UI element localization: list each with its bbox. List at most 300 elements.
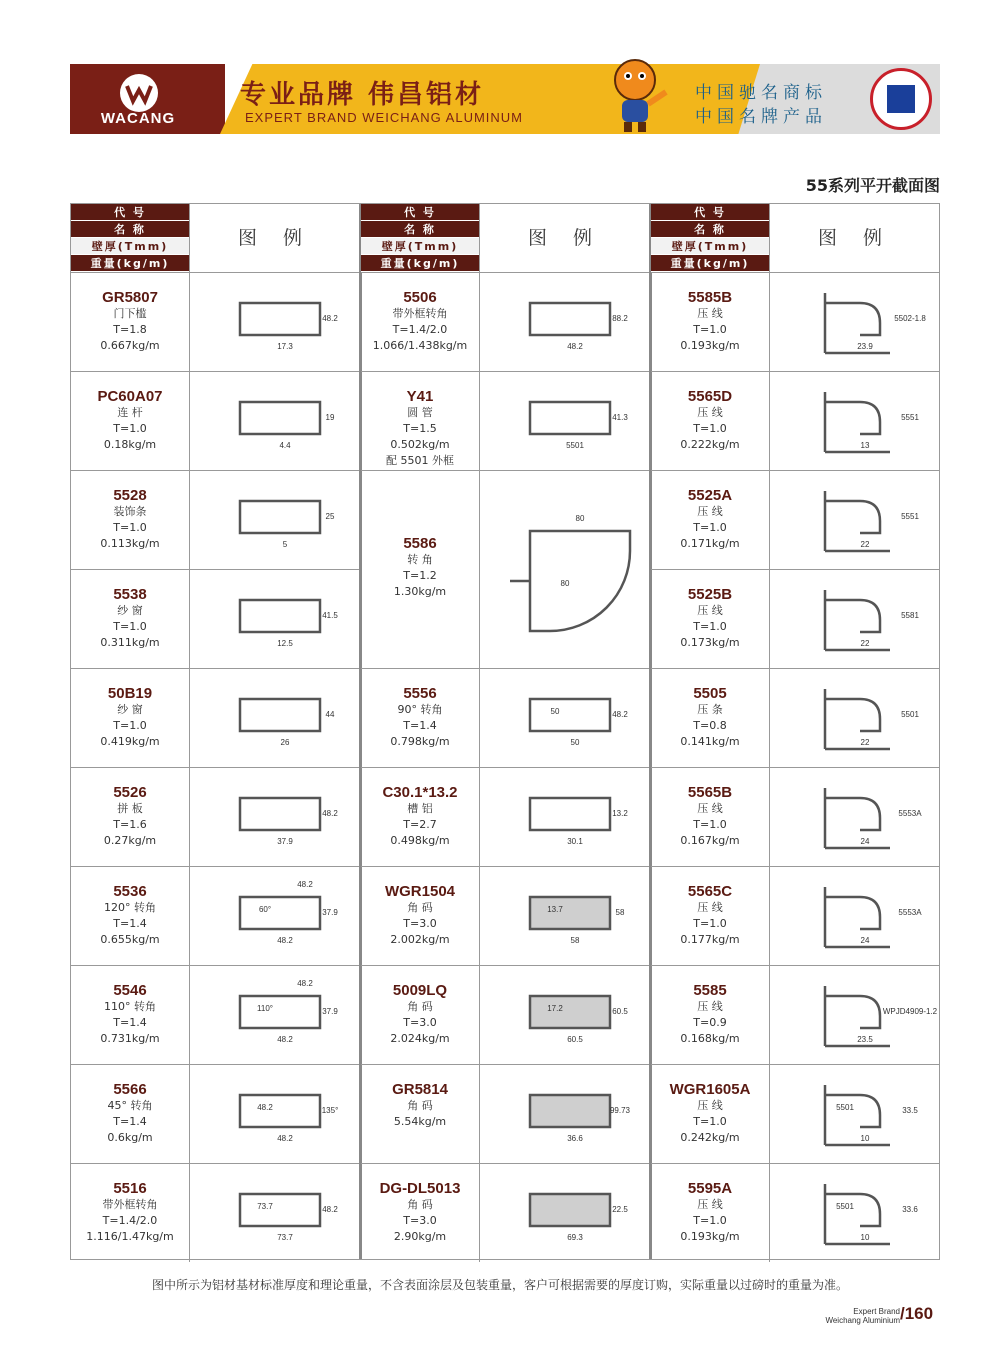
section-outline <box>825 491 890 551</box>
dimension-label: 22 <box>860 738 870 747</box>
profile-name: 角 码 <box>407 901 433 914</box>
dimension-label: 69.3 <box>567 1233 583 1242</box>
section-drawing-icon <box>770 768 940 866</box>
profile-info <box>361 273 479 371</box>
dimension-label: 73.7 <box>257 1202 273 1211</box>
profile-drawing <box>769 471 940 569</box>
profile-code: C30.1*13.2 <box>382 784 458 801</box>
header-code: 代 号 <box>71 204 189 221</box>
dimension-label: 5501 <box>836 1103 854 1112</box>
page-brand-line: Weichang Aluminium <box>825 1316 900 1325</box>
table-row <box>361 965 649 1064</box>
profile-code: 5526 <box>113 784 147 801</box>
table-row <box>651 569 939 668</box>
profile-weight: 0.193kg/m <box>680 339 740 352</box>
table-row <box>71 371 359 470</box>
profile-drawing <box>189 1164 360 1262</box>
profile-weight: 0.731kg/m <box>100 1032 160 1045</box>
profile-drawing <box>479 669 650 767</box>
dimension-label: 37.9 <box>322 1007 338 1016</box>
profile-drawing <box>769 372 940 470</box>
section-outline <box>825 887 890 947</box>
section-outline <box>240 798 320 830</box>
dimension-label: 17.3 <box>277 342 293 351</box>
section-outline <box>530 303 610 335</box>
section-outline <box>530 996 610 1028</box>
section-outline <box>825 1085 890 1145</box>
profile-drawing <box>479 1164 650 1262</box>
profile-code: 5586 <box>403 535 437 552</box>
dimension-label: 48.2 <box>322 1205 338 1214</box>
profile-info <box>651 273 769 371</box>
table-row <box>71 866 359 965</box>
profile-code: DG-DL5013 <box>379 1180 461 1197</box>
profile-weight: 0.667kg/m <box>100 339 160 352</box>
dimension-label: 48.2 <box>567 342 583 351</box>
dimension-label: 5581 <box>901 611 919 620</box>
page-number: /160 <box>900 1304 934 1323</box>
profile-weight: 0.502kg/m <box>390 438 450 451</box>
header-weight: 重量(kg/m) <box>71 255 189 272</box>
dimension-label: 58 <box>615 908 625 917</box>
dimension-label: 33.6 <box>902 1205 918 1214</box>
profile-info <box>361 1065 479 1163</box>
section-outline <box>240 699 320 731</box>
section-outline <box>240 600 320 632</box>
table-row <box>651 866 939 965</box>
dimension-label: 23.5 <box>857 1035 873 1044</box>
dimension-label: 37.9 <box>322 908 338 917</box>
profile-name: 压 线 <box>697 1000 723 1013</box>
profile-thickness: T=1.8 <box>113 323 147 336</box>
profile-weight: 0.193kg/m <box>680 1230 740 1243</box>
section-outline <box>530 1194 610 1226</box>
profile-thickness: T=1.0 <box>693 323 727 336</box>
profile-name: 110° 转角 <box>104 1000 156 1013</box>
page-brand-line: Expert Brand <box>853 1307 900 1316</box>
profile-weight: 0.141kg/m <box>680 735 740 748</box>
profile-thickness: T=1.0 <box>693 521 727 534</box>
dimension-label: 99.73 <box>609 1106 631 1115</box>
dimension-label: 22 <box>860 540 870 549</box>
section-outline <box>240 1194 320 1226</box>
section-drawing-icon <box>770 570 940 668</box>
profile-info <box>361 1164 479 1262</box>
logo-text: WACANG <box>100 110 176 127</box>
profile-weight: 0.171kg/m <box>680 537 740 550</box>
profile-thickness: T=1.0 <box>693 818 727 831</box>
profile-code: 5566 <box>113 1081 147 1098</box>
profile-weight: 0.168kg/m <box>680 1032 740 1045</box>
dimension-label: 5502-1.8 <box>894 314 926 323</box>
table-row <box>361 371 649 470</box>
section-outline <box>825 590 890 650</box>
profile-name: 压 线 <box>697 604 723 617</box>
profile-weight: 1.30kg/m <box>393 585 447 598</box>
dimension-label: 25 <box>325 512 335 521</box>
profile-info <box>71 372 189 470</box>
footnote: 图中所示为铝材基材标准厚度和理论重量，不含表面涂层及包装重量，客户可根据需要的厚度订购，实际重量以过磅时的重量为准。 <box>151 1278 848 1292</box>
dimension-label: 5501 <box>566 441 584 450</box>
section-outline <box>530 798 610 830</box>
dimension-label: 48.2 <box>277 1134 293 1143</box>
dimension-label: 48.2 <box>297 880 313 889</box>
table-row <box>361 668 649 767</box>
dimension-label: 23.9 <box>857 342 873 351</box>
profile-name: 带外框转角 <box>102 1198 158 1211</box>
profile-info <box>71 966 189 1064</box>
profile-info <box>651 372 769 470</box>
table-row <box>651 1064 939 1163</box>
section-drawing-icon <box>770 867 940 965</box>
profile-code: 5505 <box>693 685 727 702</box>
profile-weight: 2.002kg/m <box>390 933 450 946</box>
profile-info <box>651 867 769 965</box>
profile-name: 压 条 <box>697 703 723 716</box>
profile-name: 压 线 <box>697 901 723 914</box>
profile-name: 120° 转角 <box>104 901 156 914</box>
table-row <box>651 1163 939 1262</box>
profile-info <box>651 1065 769 1163</box>
profile-code: 5546 <box>113 982 147 999</box>
profile-thickness: T=1.2 <box>403 569 437 582</box>
profile-drawing <box>479 768 650 866</box>
page-title: 55系列平开截面图 <box>805 176 940 195</box>
profile-thickness: T=1.4 <box>113 1016 147 1029</box>
profile-thickness: T=1.0 <box>113 719 147 732</box>
profile-name: 纱 窗 <box>117 703 143 716</box>
profile-note: 配 5501 外框 <box>386 454 454 467</box>
profile-info <box>71 273 189 371</box>
table-row <box>651 470 939 569</box>
section-drawing-icon <box>770 1065 940 1163</box>
profile-code: GR5814 <box>392 1081 448 1098</box>
dimension-label: 5551 <box>901 413 919 422</box>
dimension-label: 48.2 <box>322 809 338 818</box>
table-row <box>71 272 359 371</box>
profile-name: 转 角 <box>407 553 433 566</box>
profile-info <box>651 768 769 866</box>
profile-info <box>651 471 769 569</box>
profile-weight: 0.311kg/m <box>100 636 160 649</box>
profile-thickness: T=1.0 <box>113 620 147 633</box>
profile-table <box>70 203 940 1260</box>
dimension-label: 5553A <box>898 809 922 818</box>
profile-drawing <box>769 273 940 371</box>
dimension-label: 5501 <box>901 710 919 719</box>
profile-code: 5538 <box>113 586 147 603</box>
table-row <box>71 470 359 569</box>
header-thickness: 壁厚(Tmm) <box>361 238 479 255</box>
dimension-label: 88.2 <box>612 314 628 323</box>
profile-weight: 0.242kg/m <box>680 1131 740 1144</box>
profile-code: WGR1504 <box>384 883 456 900</box>
section-drawing-icon <box>480 471 650 668</box>
profile-drawing <box>189 471 360 569</box>
dimension-label: 5 <box>282 540 288 549</box>
wacang-logo-icon <box>120 74 158 112</box>
dimension-label: 48.2 <box>277 1035 293 1044</box>
dimension-label: 26 <box>280 738 290 747</box>
brand-panel <box>70 64 225 134</box>
dimension-label: 110° <box>257 1004 273 1013</box>
profile-info <box>71 471 189 569</box>
section-drawing-icon <box>770 372 940 470</box>
profile-weight: 0.177kg/m <box>680 933 740 946</box>
dimension-label: 10 <box>860 1134 870 1143</box>
profile-drawing <box>479 966 650 1064</box>
profile-info <box>71 669 189 767</box>
profile-name: 装饰条 <box>113 505 147 518</box>
table-row <box>361 1163 649 1262</box>
column-header <box>361 204 479 272</box>
profile-name: 槽 铝 <box>407 802 433 815</box>
dimension-label: 30.1 <box>567 837 583 846</box>
section-outline <box>240 996 320 1028</box>
profile-thickness: T=2.7 <box>403 818 437 831</box>
profile-thickness: T=1.4 <box>403 719 437 732</box>
profile-weight: 2.90kg/m <box>393 1230 447 1243</box>
profile-info <box>361 867 479 965</box>
table-row <box>361 1064 649 1163</box>
profile-weight: 0.113kg/m <box>100 537 160 550</box>
profile-drawing <box>189 570 360 668</box>
profile-thickness: T=1.4 <box>113 1115 147 1128</box>
section-drawing-icon <box>770 669 940 767</box>
table-row <box>361 272 649 371</box>
profile-drawing <box>769 1065 940 1163</box>
profile-info <box>651 570 769 668</box>
section-drawing-icon <box>480 1065 650 1163</box>
table-row <box>361 866 649 965</box>
section-drawing-icon <box>480 669 650 767</box>
dimension-label: WPJD4909-1.2 <box>882 1007 938 1016</box>
header-name: 名 称 <box>651 221 769 238</box>
dimension-label: 19 <box>325 413 335 422</box>
dimension-label: 58 <box>570 936 580 945</box>
profile-drawing <box>479 372 650 470</box>
profile-info <box>651 966 769 1064</box>
dimension-label: 50 <box>550 707 560 716</box>
profile-code: 5528 <box>113 487 147 504</box>
section-drawing-icon <box>190 372 360 470</box>
table-row <box>71 668 359 767</box>
profile-code: 5595A <box>687 1180 733 1197</box>
profile-drawing <box>769 570 940 668</box>
section-outline <box>530 897 610 929</box>
section-outline <box>825 392 890 452</box>
dimension-label: 36.6 <box>567 1134 583 1143</box>
dimension-label: 37.9 <box>277 837 293 846</box>
profile-name: 45° 转角 <box>107 1099 153 1112</box>
header-code: 代 号 <box>651 204 769 221</box>
profile-code: 5556 <box>403 685 437 702</box>
profile-info <box>71 768 189 866</box>
dimension-label: 4.4 <box>279 441 291 450</box>
section-drawing-icon <box>770 1164 940 1262</box>
table-row <box>361 767 649 866</box>
profile-weight: 1.066/1.438kg/m <box>372 339 468 352</box>
header-legend: 图 例 <box>479 204 650 272</box>
profile-name: 90° 转角 <box>397 703 443 716</box>
profile-info <box>71 570 189 668</box>
section-drawing-icon <box>770 273 940 371</box>
dimension-label: 22.5 <box>612 1205 628 1214</box>
profile-name: 连 杆 <box>117 406 143 419</box>
profile-weight: 0.18kg/m <box>103 438 157 451</box>
profile-weight: 5.54kg/m <box>393 1115 447 1128</box>
header-code: 代 号 <box>361 204 479 221</box>
dimension-label: 80 <box>560 579 570 588</box>
profile-drawing <box>769 1164 940 1262</box>
profile-code: 50B19 <box>107 685 153 702</box>
dimension-label: 48.2 <box>277 936 293 945</box>
dimension-label: 60.5 <box>567 1035 583 1044</box>
profile-code: 5585B <box>687 289 733 306</box>
section-outline <box>240 1095 320 1127</box>
profile-code: 5565D <box>687 388 733 405</box>
profile-drawing <box>769 669 940 767</box>
tiger-mascot-icon <box>600 56 675 136</box>
section-drawing-icon <box>190 669 360 767</box>
profile-code: 5565B <box>687 784 733 801</box>
profile-drawing <box>479 1065 650 1163</box>
profile-weight: 0.655kg/m <box>100 933 160 946</box>
profile-drawing <box>479 867 650 965</box>
table-row <box>651 371 939 470</box>
profile-name: 角 码 <box>407 1099 433 1112</box>
profile-name: 角 码 <box>407 1000 433 1013</box>
dimension-label: 41.3 <box>612 413 628 422</box>
profile-name: 圆 管 <box>407 406 433 419</box>
section-outline <box>530 402 610 434</box>
slogan-cn: 专业品牌 伟昌铝材 <box>240 80 485 110</box>
slogan-en: EXPERT BRAND WEICHANG ALUMINUM <box>245 110 524 125</box>
honor-famous-trademark: 中国驰名商标 <box>695 83 827 103</box>
header-legend: 图 例 <box>189 204 360 272</box>
section-drawing-icon <box>190 1164 360 1262</box>
section-outline <box>825 788 890 848</box>
section-drawing-icon <box>190 471 360 569</box>
profile-thickness: T=1.0 <box>693 917 727 930</box>
dimension-label: 13 <box>860 441 870 450</box>
section-drawing-icon <box>770 471 940 569</box>
dimension-label: 13.2 <box>612 809 628 818</box>
profile-drawing <box>189 273 360 371</box>
dimension-label: 48.2 <box>297 979 313 988</box>
profile-thickness: T=1.0 <box>113 521 147 534</box>
header-name: 名 称 <box>361 221 479 238</box>
page-brand-en <box>800 1307 900 1325</box>
profile-info <box>71 867 189 965</box>
dimension-label: 24 <box>860 837 870 846</box>
profile-drawing <box>189 768 360 866</box>
profile-drawing <box>769 768 940 866</box>
profile-name: 纱 窗 <box>117 604 143 617</box>
table-row <box>651 668 939 767</box>
column-header <box>651 204 769 272</box>
header-banner <box>70 64 940 134</box>
dimension-label: 48.2 <box>612 710 628 719</box>
column-header <box>71 204 189 272</box>
profile-code: 5525B <box>687 586 733 603</box>
table-row <box>71 767 359 866</box>
profile-weight: 0.6kg/m <box>107 1131 153 1144</box>
profile-info <box>361 471 479 668</box>
profile-thickness: T=1.0 <box>693 620 727 633</box>
section-outline <box>240 402 320 434</box>
section-drawing-icon <box>480 966 650 1064</box>
profile-code: 5516 <box>113 1180 147 1197</box>
profile-weight: 0.27kg/m <box>103 834 157 847</box>
profile-info <box>361 966 479 1064</box>
section-outline <box>530 699 610 731</box>
profile-name: 压 线 <box>697 1099 723 1112</box>
section-drawing-icon <box>480 1164 650 1262</box>
profile-drawing <box>189 1065 360 1163</box>
section-drawing-icon <box>190 867 360 965</box>
profile-info <box>71 1065 189 1163</box>
profile-thickness: T=1.4 <box>113 917 147 930</box>
profile-thickness: T=3.0 <box>403 1214 437 1227</box>
profile-code: 5009LQ <box>392 982 448 999</box>
profile-name: 压 线 <box>697 1198 723 1211</box>
dimension-label: 17.2 <box>547 1004 563 1013</box>
dimension-label: 12.5 <box>277 639 293 648</box>
profile-name: 角 码 <box>407 1198 433 1211</box>
table-row <box>651 965 939 1064</box>
profile-thickness: T=3.0 <box>403 917 437 930</box>
header-weight: 重量(kg/m) <box>651 255 769 272</box>
profile-weight: 0.498kg/m <box>390 834 450 847</box>
profile-weight: 0.173kg/m <box>680 636 740 649</box>
profile-name: 拼 板 <box>117 802 143 815</box>
profile-thickness: T=1.0 <box>693 1214 727 1227</box>
table-row <box>361 470 649 668</box>
header-name: 名 称 <box>71 221 189 238</box>
profile-code: 5565C <box>687 883 733 900</box>
profile-weight: 2.024kg/m <box>390 1032 450 1045</box>
profile-thickness: T=0.8 <box>693 719 727 732</box>
dimension-label: 60° <box>258 905 272 914</box>
profile-info <box>71 1164 189 1262</box>
profile-drawing <box>189 867 360 965</box>
profile-info <box>361 669 479 767</box>
profile-name: 压 线 <box>697 802 723 815</box>
profile-thickness: T=1.4/2.0 <box>102 1214 158 1227</box>
profile-thickness: T=1.0 <box>113 422 147 435</box>
header-weight: 重量(kg/m) <box>361 255 479 272</box>
profile-code: GR5807 <box>102 289 158 306</box>
dimension-label: 73.7 <box>277 1233 293 1242</box>
profile-code: 5525A <box>687 487 733 504</box>
dimension-label: 48.2 <box>322 314 338 323</box>
section-outline <box>240 303 320 335</box>
honor-famous-brand: 中国名牌产品 <box>695 107 827 127</box>
profile-name: 压 线 <box>697 406 723 419</box>
section-outline <box>530 1095 610 1127</box>
profile-code: PC60A07 <box>97 388 163 405</box>
profile-weight: 0.167kg/m <box>680 834 740 847</box>
profile-drawing <box>769 966 940 1064</box>
dimension-label: 80 <box>575 514 585 523</box>
profile-weight: 0.419kg/m <box>100 735 160 748</box>
table-row <box>71 569 359 668</box>
profile-thickness: T=3.0 <box>403 1016 437 1029</box>
header-thickness: 壁厚(Tmm) <box>71 238 189 255</box>
profile-name: 带外框转角 <box>392 307 448 320</box>
profile-info <box>361 768 479 866</box>
